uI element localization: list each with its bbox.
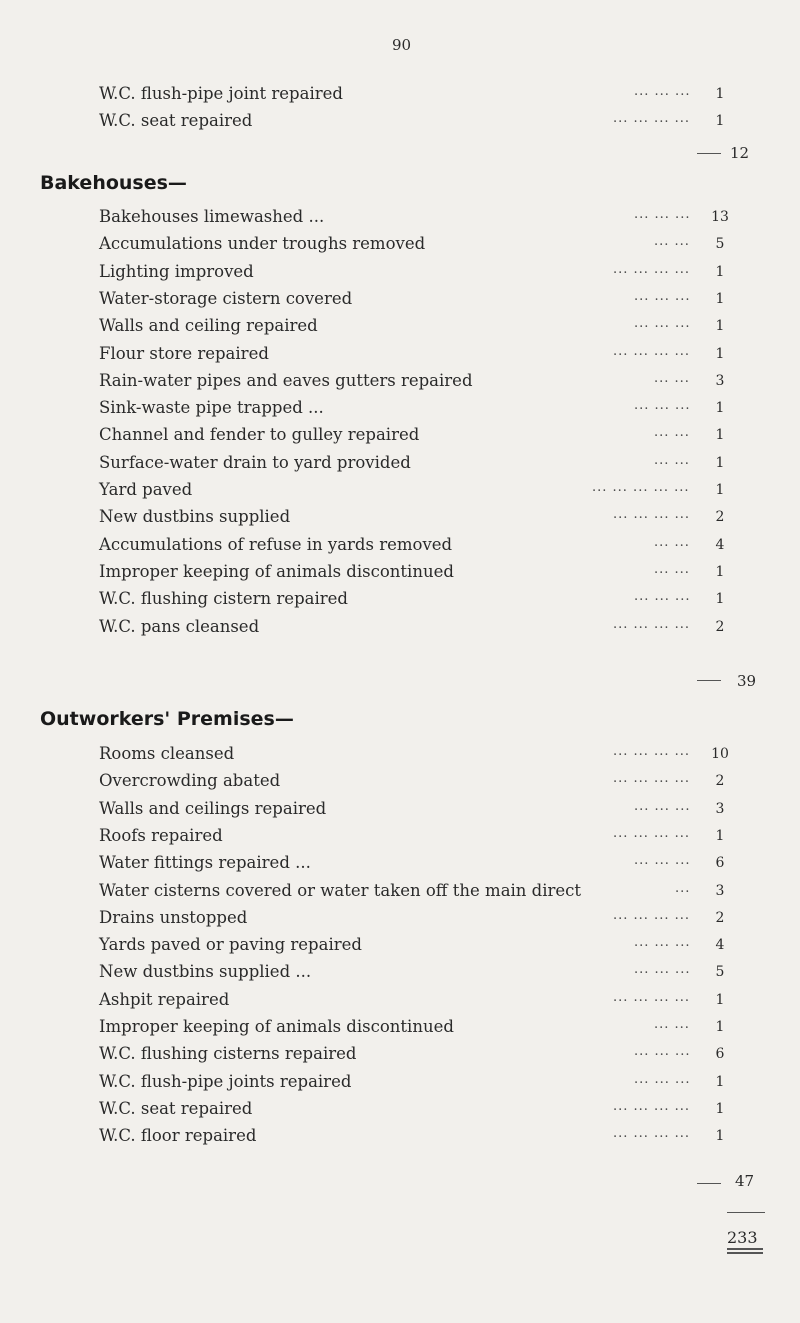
item-label: W.C. floor repaired [99, 1126, 257, 1146]
item-label: W.C. seat repaired [99, 1098, 253, 1118]
leader-dots: ... ... [654, 452, 690, 468]
list-item [0, 425, 800, 451]
item-label: Bakehouses limewashed ... [99, 207, 325, 226]
item-label: Flour store repaired [99, 343, 269, 363]
bakehouses-subtotal-rule [697, 680, 721, 681]
item-count: 1 [715, 113, 725, 129]
list-item [0, 480, 800, 506]
item-label: Rooms cleansed [99, 744, 235, 763]
item-count: 1 [715, 1100, 725, 1117]
leader-dots: ... ... ... [634, 288, 691, 304]
leader-dots: ... ... ... [634, 1044, 691, 1060]
item-label: Overcrowding abated [99, 771, 281, 791]
item-label: Drains unstopped [99, 907, 248, 927]
item-label: Accumulations of refuse in yards removed [99, 534, 453, 554]
item-count: 1 [715, 991, 725, 1008]
item-count: 1 [715, 454, 725, 471]
leader-dots: ... ... ... ... [613, 1126, 690, 1142]
list-item [0, 990, 800, 1016]
leader-dots: ... ... ... ... ... [592, 480, 690, 495]
list-item [0, 771, 800, 797]
item-count: 1 [715, 345, 725, 362]
list-item [0, 799, 800, 825]
leader-dots: ... ... ... ... [613, 111, 690, 126]
list-item [0, 507, 800, 533]
item-label: Sink-waste pipe trapped ... [99, 398, 324, 418]
list-item [0, 1126, 800, 1152]
leader-dots: ... ... ... ... [613, 825, 690, 841]
list-item [0, 207, 800, 233]
grand-total-double-rule [727, 1248, 763, 1250]
leader-dots: ... ... [654, 1017, 690, 1032]
leader-dots: ... ... ... ... [613, 343, 690, 359]
item-label: Rain-water pipes and eaves gutters repaired [99, 370, 473, 390]
leader-dots: ... ... ... [634, 398, 691, 414]
item-label: Lighting improved [99, 261, 254, 281]
list-item [0, 826, 800, 852]
bakehouses-subtotal: 39 [737, 672, 757, 690]
item-label: Improper keeping of animals discontinued [99, 561, 454, 581]
leader-dots: ... ... ... [634, 1071, 691, 1087]
item-label: Ashpit repaired [99, 989, 230, 1009]
list-item [0, 453, 800, 479]
item-label: W.C. pans cleansed [99, 616, 260, 636]
item-count: 4 [715, 937, 725, 954]
item-label: W.C. flush-pipe joints repaired [99, 1071, 352, 1091]
list-item [0, 84, 800, 110]
leader-dots: ... ... [654, 561, 690, 577]
leader-dots: ... ... ... ... [613, 261, 690, 277]
item-label: New dustbins supplied ... [99, 962, 312, 982]
item-label: New dustbins supplied [99, 507, 291, 527]
item-label: Water cisterns covered or water taken off the main direct [99, 880, 582, 900]
list-item [0, 1099, 800, 1125]
leader-dots: ... [675, 880, 691, 896]
item-label: Yards paved or paving repaired [99, 935, 362, 955]
leader-dots: ... ... ... [634, 316, 691, 332]
list-item [0, 316, 800, 342]
item-count: 4 [715, 536, 725, 553]
item-count: 1 [715, 1073, 725, 1090]
leader-dots: ... ... ... ... [613, 1098, 690, 1114]
outworkers-subtotal-rule [697, 1183, 721, 1184]
leader-dots: ... ... ... ... [613, 507, 690, 523]
list-item [0, 234, 800, 260]
item-count: 10 [711, 746, 729, 762]
item-label: Surface-water drain to yard provided [99, 452, 411, 472]
leader-dots: ... ... ... ... [613, 771, 690, 787]
item-count: 5 [715, 964, 725, 981]
item-count: 3 [715, 800, 725, 817]
list-item [0, 589, 800, 615]
item-count: 1 [715, 86, 725, 102]
item-label: W.C. flushing cistern repaired [99, 589, 348, 609]
outworkers-subtotal: 47 [735, 1172, 755, 1190]
list-item [0, 535, 800, 561]
leader-dots: ... ... ... [634, 207, 691, 222]
item-count: 3 [715, 372, 725, 389]
item-count: 2 [715, 618, 725, 635]
bakehouses-heading: Bakehouses— [40, 172, 187, 194]
leader-dots: ... ... ... [634, 798, 691, 814]
leader-dots: ... ... ... ... [613, 989, 690, 1005]
item-count: 1 [715, 827, 725, 844]
list-item [0, 289, 800, 315]
list-item [0, 111, 800, 137]
list-item [0, 617, 800, 643]
list-item [0, 398, 800, 424]
item-label: Roofs repaired [99, 825, 223, 845]
item-label: W.C. seat repaired [99, 111, 253, 130]
item-count: 1 [715, 1019, 725, 1035]
leader-dots: ... ... [654, 425, 690, 441]
item-count: 5 [715, 236, 725, 253]
grand-total: 233 [727, 1228, 758, 1247]
top-subtotal-rule [697, 153, 721, 154]
item-label: Water-storage cistern covered [99, 288, 353, 308]
item-count: 1 [715, 482, 725, 498]
item-count: 1 [715, 290, 725, 307]
item-label: Accumulations under troughs removed [99, 234, 426, 254]
grand-total-double-rule-2 [727, 1252, 763, 1254]
list-item [0, 562, 800, 588]
item-count: 6 [715, 855, 725, 872]
page-number: 90 [392, 36, 412, 54]
item-count: 6 [715, 1046, 725, 1063]
list-item [0, 1072, 800, 1098]
leader-dots: ... ... ... [634, 589, 691, 605]
leader-dots: ... ... ... [634, 962, 691, 978]
outworkers-heading: Outworkers' Premises— [40, 708, 294, 730]
list-item [0, 881, 800, 907]
leader-dots: ... ... ... [634, 84, 691, 99]
list-item [0, 1017, 800, 1043]
top-subtotal: 12 [730, 144, 750, 162]
leader-dots: ... ... ... [634, 853, 691, 869]
leader-dots: ... ... [654, 534, 690, 550]
item-count: 2 [715, 509, 725, 526]
item-count: 2 [715, 773, 725, 790]
list-item [0, 962, 800, 988]
leader-dots: ... ... [654, 234, 690, 250]
item-count: 1 [715, 400, 725, 417]
item-label: Walls and ceilings repaired [99, 798, 327, 818]
list-item [0, 371, 800, 397]
list-item [0, 344, 800, 370]
item-label: Walls and ceiling repaired [99, 316, 318, 336]
item-count: 1 [715, 427, 725, 444]
leader-dots: ... ... ... ... [613, 907, 690, 923]
leader-dots: ... ... ... ... [613, 616, 690, 632]
item-label: Improper keeping of animals discontinued [99, 1017, 454, 1036]
list-item [0, 744, 800, 770]
leader-dots: ... ... ... [634, 935, 691, 951]
list-item [0, 853, 800, 879]
item-count: 1 [715, 1128, 725, 1145]
grand-total-rule [727, 1212, 765, 1213]
leader-dots: ... ... ... ... [613, 744, 690, 759]
item-count: 13 [711, 209, 729, 225]
item-count: 1 [715, 318, 725, 335]
leader-dots: ... ... [654, 370, 690, 386]
item-count: 2 [715, 909, 725, 926]
item-label: Channel and fender to gulley repaired [99, 425, 420, 445]
list-item [0, 262, 800, 288]
item-count: 3 [715, 882, 725, 899]
item-count: 1 [715, 263, 725, 280]
item-count: 1 [715, 563, 725, 580]
item-count: 1 [715, 591, 725, 608]
item-label: W.C. flush-pipe joint repaired [99, 84, 343, 103]
item-label: Water fittings repaired ... [99, 853, 311, 873]
item-label: W.C. flushing cisterns repaired [99, 1044, 357, 1064]
list-item [0, 908, 800, 934]
list-item [0, 935, 800, 961]
list-item [0, 1044, 800, 1070]
item-label: Yard paved [99, 480, 193, 499]
